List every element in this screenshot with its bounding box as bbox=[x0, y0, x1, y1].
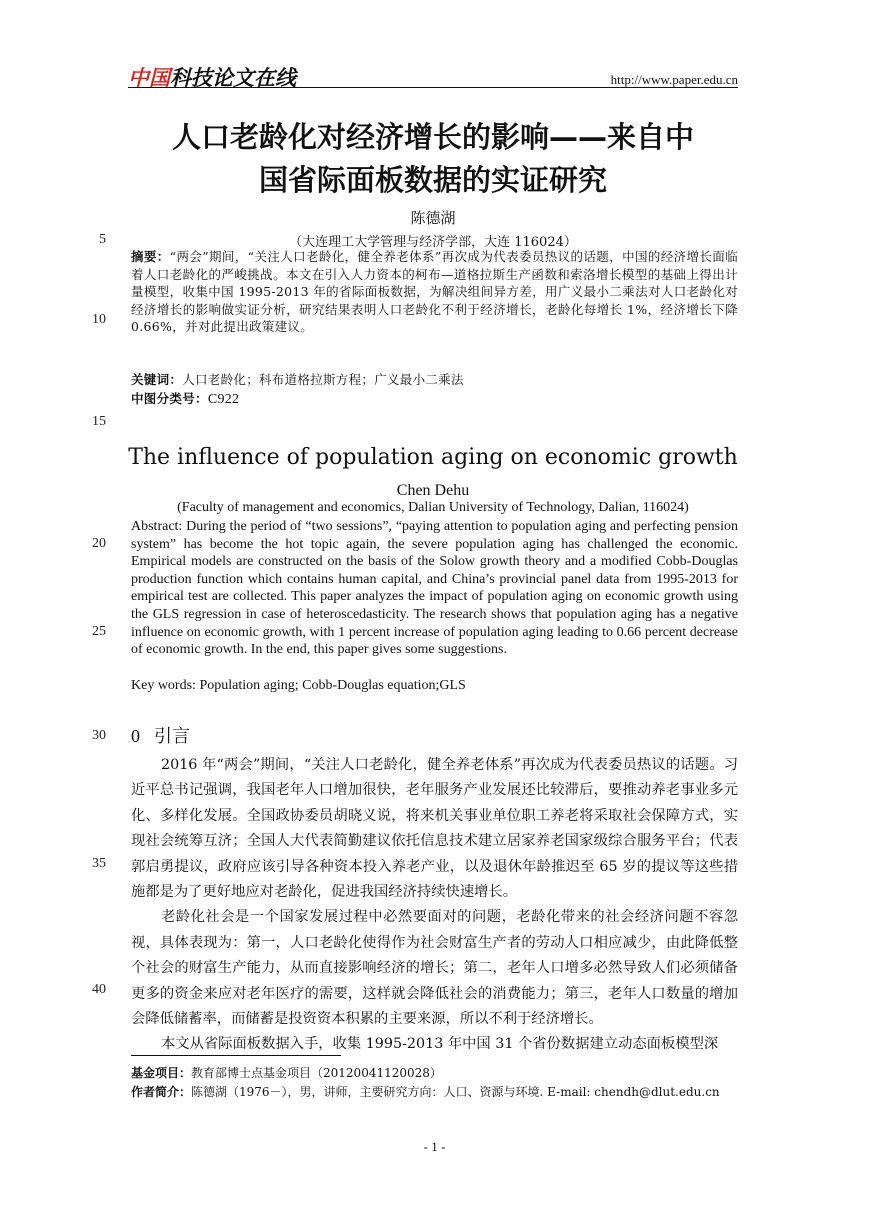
line-number: 20 bbox=[92, 536, 106, 551]
paragraph: 本文从省际面板数据入手，收集 1995-2013 年中国 31 个省份数据建立动态面板模型深 bbox=[161, 1036, 719, 1053]
line-number: 15 bbox=[92, 414, 106, 429]
keywords-en-label: Key words: bbox=[131, 678, 200, 693]
clc-text: C922 bbox=[207, 392, 240, 407]
english-author: Chen Dehu bbox=[396, 482, 470, 499]
footnote-divider bbox=[131, 1055, 341, 1056]
line-number: 10 bbox=[92, 312, 106, 327]
logo-red-text: 中国 bbox=[128, 66, 170, 90]
fund-label: 基金项目： bbox=[131, 1066, 192, 1080]
section-number: 0 bbox=[131, 726, 140, 746]
keywords-en-text: Population aging; Cobb-Douglas equation;GLS bbox=[199, 678, 466, 693]
abstract-cn bbox=[131, 248, 738, 336]
section-heading bbox=[131, 722, 190, 748]
page-number: - 1 - bbox=[423, 1139, 446, 1154]
header-url[interactable]: http://www.paper.edu.cn bbox=[610, 72, 738, 87]
footnote-bio bbox=[131, 1083, 751, 1102]
abstract-en bbox=[131, 518, 738, 659]
paragraph: 老龄化社会是一个国家发展过程中必然要面对的问题，老龄化带来的社会经济问题不容忽视，具体表现为：第一，人口老龄化使得作为社会财富生产者的劳动人口相应减少，由此降低整个社会的财富生产能力，从而直接影响经济的增长；第二，老年人口增多必然导致人们必须储备更多的资金来应对老年医疗的需要，这样就会降低社会的消费能力；第三，老年人口数量的增加会降低储蓄率，而储蓄是投资资本积累的主要来源，所以不利于经济增长。 bbox=[131, 909, 738, 1028]
bio-text: 陈德湖（1976－），男，讲师，主要研究方向：人口、资源与环境. E-mail: chendh@dlut.edu.cn bbox=[191, 1085, 720, 1099]
author-cn: 陈德湖 bbox=[410, 209, 456, 227]
paper-title bbox=[128, 116, 738, 202]
line-number: 25 bbox=[92, 624, 106, 639]
paragraph: 2016 年“两会”期间，“关注人口老龄化，健全养老体系”再次成为代表委员热议的话题。习近平总书记强调，我国老年人口增加很快，老年服务产业发展还比较滞后，要推动养老事业多元化、多样化发展。全国政协委员胡晓义说，将来机关事业单位职工养老将采取社会保障方式，实现社会统筹互济；全国人大代表简勤建议依托信息技术建立居家养老国家级综合服务平台；代表郭启勇提议，政府应该引导各种资本投入养老产业，以及退休年龄推迟至 65 岁的提议等这些措施都是为了更好地应对老龄化，促进我国经济持续快速增长。 bbox=[131, 757, 738, 901]
header-divider bbox=[128, 87, 738, 88]
abstract-cn-label: 摘要： bbox=[131, 249, 170, 264]
abstract-en-label: Abstract: bbox=[131, 519, 187, 534]
section-title: 引言 bbox=[154, 726, 190, 747]
line-number: 35 bbox=[92, 856, 106, 871]
title-line-1: 人口老龄化对经济增长的影响——来自中 bbox=[171, 120, 694, 154]
bio-label: 作者简介： bbox=[131, 1085, 192, 1099]
fund-text: 教育部博士点基金项目（20120041120028） bbox=[191, 1066, 442, 1080]
line-number: 40 bbox=[92, 982, 106, 997]
keywords-en bbox=[131, 677, 738, 695]
affiliation-cn: （大连理工大学管理与经济学部，大连 116024） bbox=[289, 235, 577, 250]
keywords-cn bbox=[131, 371, 738, 389]
keywords-cn-label: 关键词： bbox=[131, 372, 183, 387]
title-line-2: 国省际面板数据的实证研究 bbox=[258, 163, 607, 197]
line-number: 5 bbox=[99, 232, 106, 247]
english-title: The influence of population aging on economic growth bbox=[128, 445, 738, 470]
clc-number bbox=[131, 390, 738, 409]
keywords-cn-text: 人口老龄化；科布道格拉斯方程；广义最小二乘法 bbox=[182, 372, 464, 387]
clc-label: 中图分类号： bbox=[131, 391, 208, 406]
english-affiliation: (Faculty of management and economics, Dalian University of Technology, Dalian, 116024) bbox=[177, 500, 689, 515]
abstract-en-text: During the period of “two sessions”, “paying attention to population aging and perfecting pension system” has become the hot topic again, the severe population aging has challenged the economic. Empirical models are constructed on the basis of the Solow growth theory and a modified Cobb-Douglas production function which contains human capital, and China’s provincial panel data from 1995-2013 for empirical test are collected. This paper analyzes the impact of population aging on economic growth using the GLS regression in case of heteroscedasticity. The research shows that population aging has a negative influence on economic growth, with 1 percent increase of population aging leading to 0.66 percent decrease of economic growth. In the end, this paper gives some suggestions. bbox=[131, 519, 738, 658]
logo-black-text: 科技论文在线 bbox=[170, 66, 296, 90]
abstract-cn-text: “两会”期间，“关注人口老龄化，健全养老体系”再次成为代表委员热议的话题，中国的经济增长面临着人口老龄化的严峻挑战。本文在引入人力资本的柯布—道格拉斯生产函数和索洛增长模型的基础上得出计量模型，收集中国 1995-2013 年的省际面板数据，为解决组间异方差，用广义最小二乘法对人口老龄化对经济增长的影响做实证分析，研究结果表明人口老龄化不利于经济增长，老龄化每增长 1%，经济增长下降 0.66%，并对此提出政策建议。 bbox=[131, 249, 738, 335]
line-number: 30 bbox=[92, 728, 106, 743]
footnote-fund bbox=[131, 1064, 751, 1083]
body-text bbox=[131, 753, 738, 1058]
